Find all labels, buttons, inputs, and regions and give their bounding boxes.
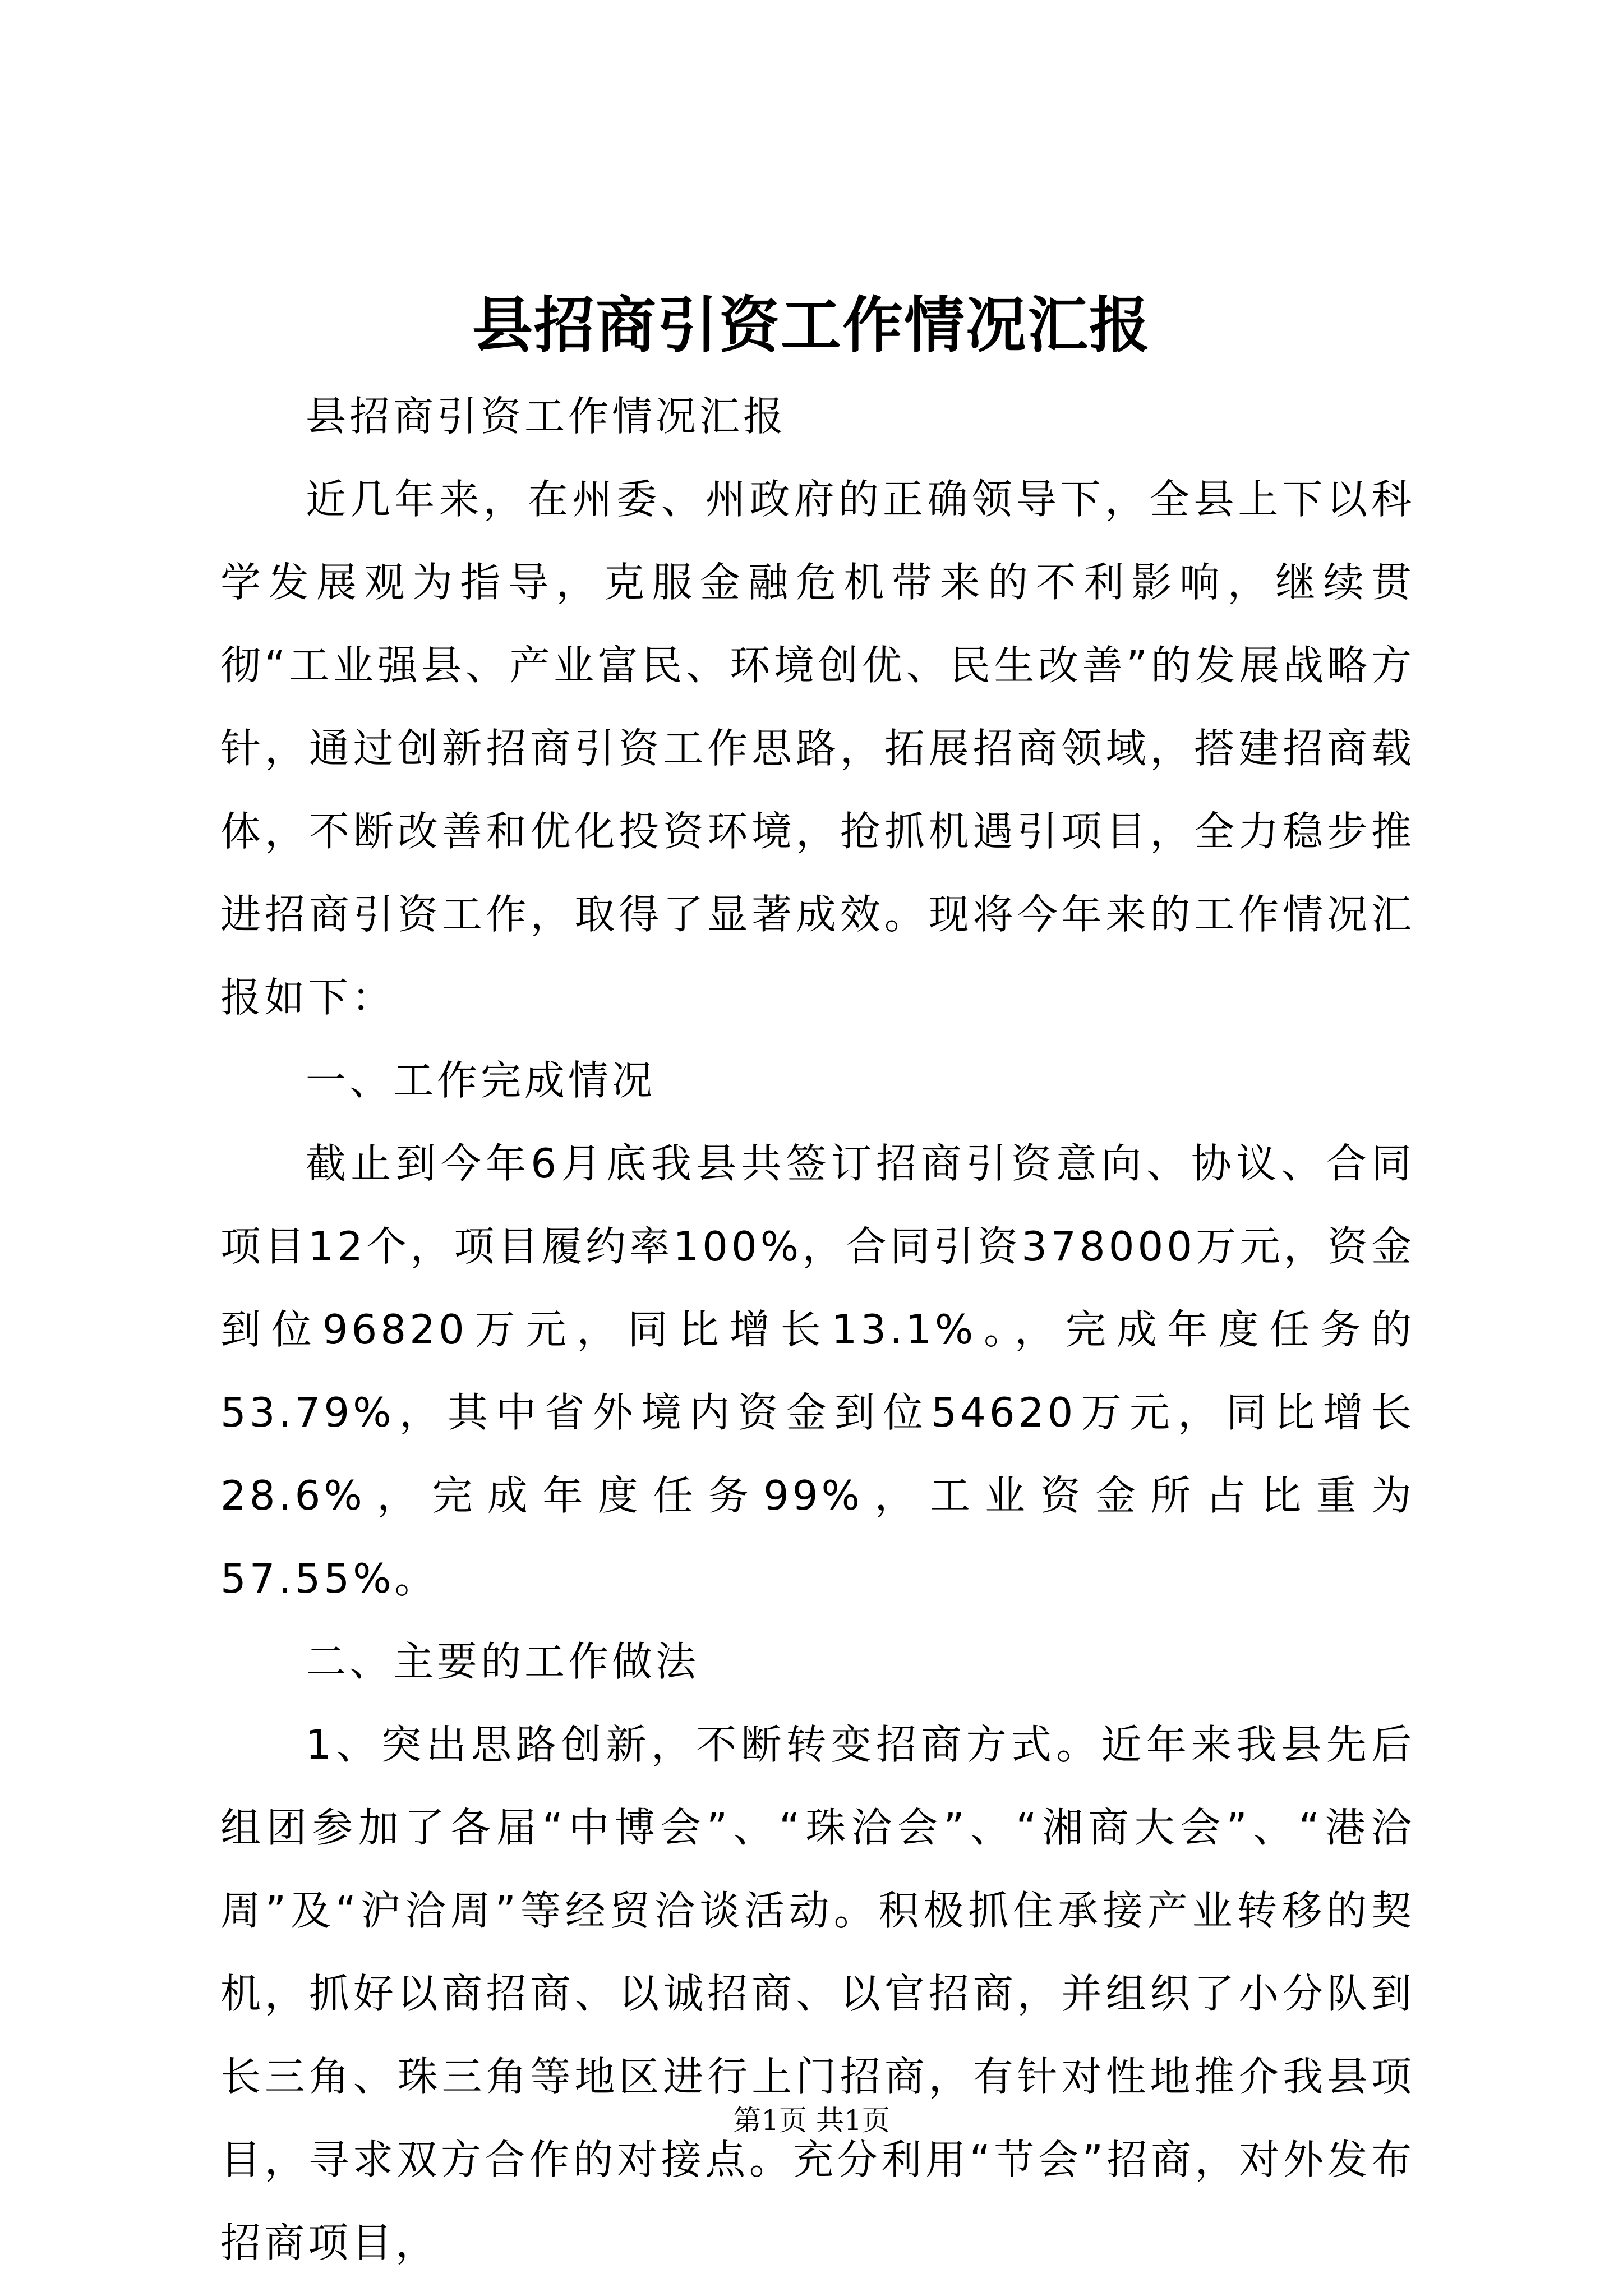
page-number-footer: 第1页 共1页 xyxy=(733,2104,890,2137)
paragraph-subtitle: 县招商引资工作情况汇报 xyxy=(306,393,787,440)
paragraph-intro: 近几年来，在州委、州政府的正确领导下，全县上下以科学发展观为指导，克服金融危机带来的不利影响，继续贯彻“工业强县、产业富民、环境创优、民生改善”的发展战略方针，通过创新招商引资工作思路，拓展招商领域，搭建招商载体，不断改善和优化投资环境，抢抓机遇引项目，全力稳步推进招商引资工作，取得了显著成效。现将今年来的工作情况汇报如下： xyxy=(220,476,1415,1021)
section-heading-1: 一、工作完成情况 xyxy=(306,1057,656,1104)
document-title: 县招商引资工作情况汇报 xyxy=(472,290,1151,361)
section-heading-2: 二、主要的工作做法 xyxy=(306,1638,700,1685)
paragraph-work-completion: 截止到今年6月底我县共签订招商引资意向、协议、合同项目12个，项目履约率100%，合同引资378000万元，资金到位96820万元，同比增长13.1%。，完成年度任务的53.79%，其中省外境内资金到位54620万元，同比增长28.6%，完成年度任务99%，工业资金所占比重为57.55%。 xyxy=(220,1140,1415,1602)
document-body xyxy=(220,375,1415,2284)
paragraph-approach-1: 1、突出思路创新，不断转变招商方式。近年来我县先后组团参加了各届“中博会”、“珠洽会”、“湘商大会”、“港洽周”及“沪洽周”等经贸洽谈活动。积极抓住承接产业转移的契机，抓好以商招商、以诚招商、以官招商，并组织了小分队到长三角、珠三角等地区进行上门招商，有针对性地推介我县项目，寻求双方合作的对接点。充分利用“节会”招商，对外发布招商项目， xyxy=(220,1721,1415,2266)
